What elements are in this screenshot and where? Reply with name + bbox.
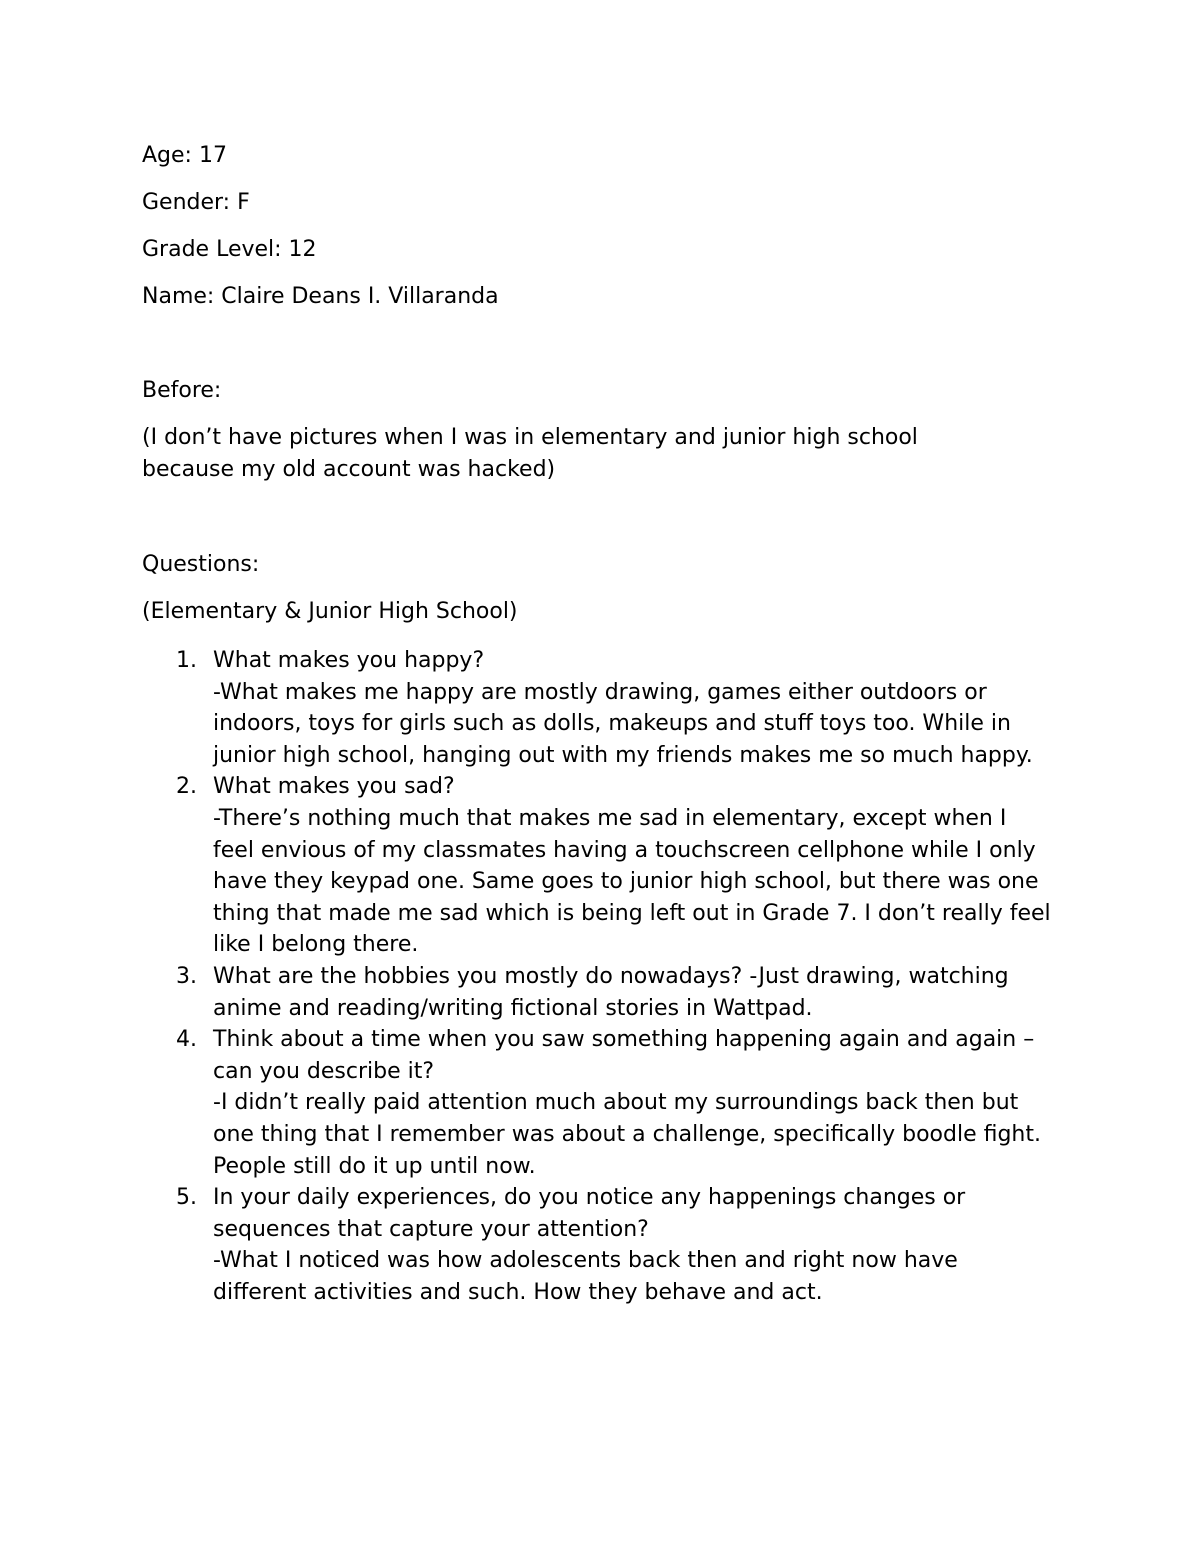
list-item — [142, 771, 1053, 961]
item-number: 2. — [176, 774, 197, 800]
item-number: 3. — [176, 963, 197, 989]
question-text: Think about a time when you saw something happening again and again – can you describe it? — [213, 1027, 1035, 1084]
question-text: In your daily experiences, do you notice any happenings changes or sequences that capture your attention? — [213, 1185, 966, 1242]
list-item — [142, 645, 1043, 771]
answer-text: -What makes me happy are mostly drawing, games either outdoors or indoors, toys for girls such as dolls, makeups and stuff toys too. While in junior high school, hanging out with my friends makes me so much happy. — [213, 679, 1033, 768]
questions-heading: Questions: — [142, 552, 260, 577]
gender-line: Gender: F — [142, 190, 250, 215]
list-item — [142, 961, 1043, 1024]
question-text: What makes you sad? — [213, 774, 455, 800]
before-heading: Before: — [142, 378, 222, 403]
question-text: What are the hobbies you mostly do nowadays? -Just drawing, watching anime and reading/writing fictional stories in Wattpad. — [213, 963, 1009, 1021]
question-text: What makes you happy? — [213, 648, 485, 673]
grade-level-line: Grade Level: 12 — [142, 237, 317, 262]
questions-subheading: (Elementary & Junior High School) — [142, 599, 518, 624]
item-number: 5. — [176, 1185, 197, 1211]
before-note-line-2: because my old account was hacked) — [142, 457, 556, 482]
item-number: 1. — [176, 648, 197, 673]
name-line: Name: Claire Deans I. Villaranda — [142, 284, 499, 309]
age-line: Age: 17 — [142, 143, 227, 168]
list-item — [142, 1024, 1043, 1182]
answer-text: -I didn’t really paid attention much about my surroundings back then but one thing that I remember was about a challenge, specifically boodle fight. People still do it up until now. — [213, 1090, 1041, 1179]
answer-text: -What I noticed was how adolescents back then and right now have different activities and such. How they behave and act. — [213, 1248, 958, 1305]
before-note-line-1: (I don’t have pictures when I was in elementary and junior high school — [142, 425, 918, 450]
list-item — [142, 1182, 1043, 1308]
questions-list — [142, 645, 1072, 1308]
answer-text: -There’s nothing much that makes me sad in elementary, except when I feel envious of my classmates having a touchscreen cellphone while I only have they keypad one. Same goes to junior high school, but there was one thing that made me sad which is being left out in Grade 7. I don’t really feel like I belong there. — [213, 805, 1051, 958]
item-number: 4. — [176, 1027, 197, 1053]
